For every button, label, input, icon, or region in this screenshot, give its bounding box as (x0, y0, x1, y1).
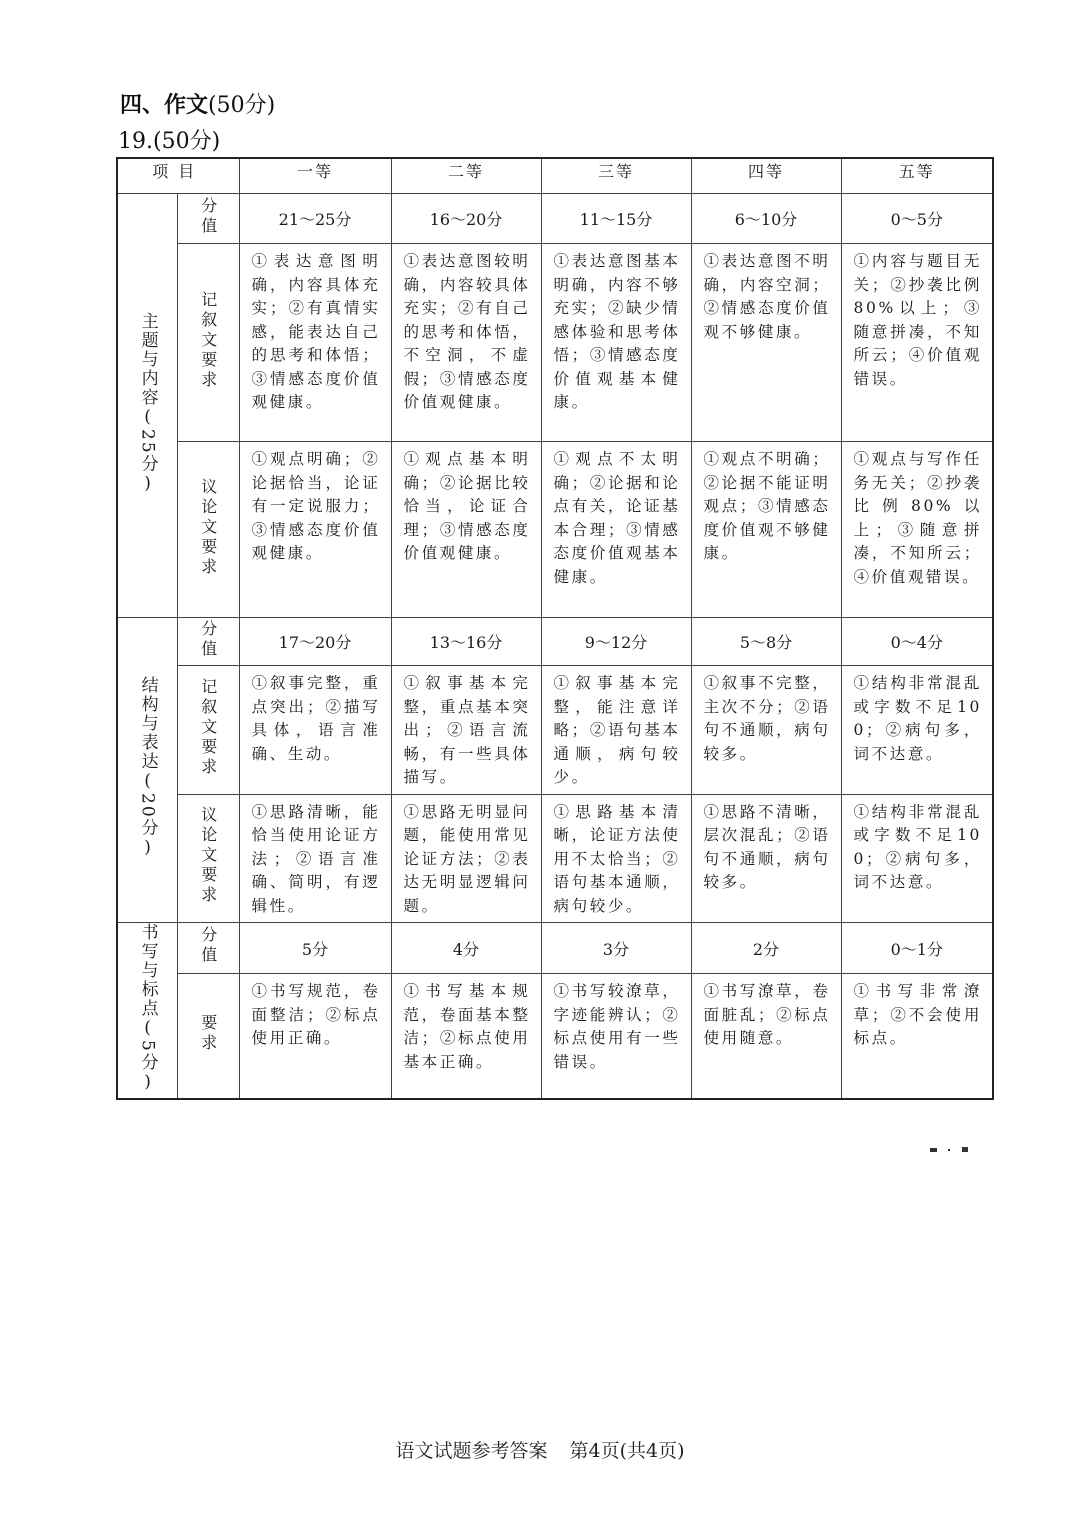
criteria-cell: ①观点基本明确；②论据比较恰当，论证合理；③情感态度价值观健康。 (391, 442, 541, 618)
criteria-cell: ①结构非常混乱或字数不足100；②病句多，词不达意。 (841, 666, 993, 795)
narrative-requirement-label: 记叙文要求 (177, 244, 239, 442)
header-item: 项目 (117, 158, 239, 194)
category-structure-expression (117, 618, 177, 923)
score-range: 9～12分 (541, 618, 691, 666)
criteria-cell: ①书写潦草，卷面脏乱；②标点使用随意。 (691, 974, 841, 1099)
footer-page-info: 第4页(共4页) (569, 1440, 685, 1462)
score-range: 0～4分 (841, 618, 993, 666)
table-header-row (117, 158, 993, 194)
score-range: 11～15分 (541, 194, 691, 244)
table-row (117, 244, 993, 442)
criteria-cell: ①叙事基本完整，能注意详略；②语句基本通顺，病句较少。 (541, 666, 691, 795)
header-grade-3: 三等 (541, 158, 691, 194)
section-title (120, 88, 275, 119)
score-range: 4分 (391, 923, 541, 974)
criteria-cell: ①书写规范，卷面整洁；②标点使用正确。 (239, 974, 391, 1099)
score-range: 2分 (691, 923, 841, 974)
criteria-cell: ①观点不太明确；②论据和论点有关，论证基本合理；③情感态度价值观基本健康。 (541, 442, 691, 618)
score-range: 17～20分 (239, 618, 391, 666)
criteria-cell: ①表达意图明确，内容具体充实；②有真情实感，能表达自己的思考和体悟；③情感态度价值观健康。 (239, 244, 391, 442)
criteria-cell: ①思路基本清晰，论证方法使用不太恰当；②语句基本通顺，病句较少。 (541, 794, 691, 923)
page-footer (0, 1436, 1080, 1463)
criteria-cell: ①表达意图不明确，内容空洞；②情感态度价值观不够健康。 (691, 244, 841, 442)
criteria-cell: ①思路无明显问题，能使用常见论证方法；②表达无明显逻辑问题。 (391, 794, 541, 923)
section-title-text: 四、作文 (120, 92, 209, 118)
header-grade-2: 二等 (391, 158, 541, 194)
score-range: 3分 (541, 923, 691, 974)
footer-doc-title: 语文试题参考答案 (395, 1440, 548, 1462)
criteria-cell: ①内容与题目无关；②抄袭比例80%以上；③随意拼凑，不知所云；④价值观错误。 (841, 244, 993, 442)
header-grade-1: 一等 (239, 158, 391, 194)
category-writing-punctuation (117, 923, 177, 1099)
argumentative-requirement-label: 议论文要求 (177, 794, 239, 923)
criteria-cell: ①思路清晰，能恰当使用论证方法；②语言准确、简明，有逻辑性。 (239, 794, 391, 923)
criteria-cell: ①观点与写作任务无关；②抄袭比例80%以上；③随意拼凑，不知所云；④价值观错误。 (841, 442, 993, 618)
criteria-cell: ①书写较潦草，字迹能辨认；②标点使用有一些错误。 (541, 974, 691, 1099)
criteria-cell: ①叙事不完整，主次不分；②语句不通顺，病句较多。 (691, 666, 841, 795)
scan-artifact (928, 1144, 978, 1154)
score-range: 0～5分 (841, 194, 993, 244)
criteria-cell: ①书写基本规范，卷面基本整洁；②标点使用基本正确。 (391, 974, 541, 1099)
criteria-cell: ①结构非常混乱或字数不足100；②病句多，词不达意。 (841, 794, 993, 923)
score-range: 0～1分 (841, 923, 993, 974)
table-row (117, 442, 993, 618)
table-row (117, 974, 993, 1099)
criteria-cell: ①观点明确；②论据恰当，论证有一定说服力；③情感态度价值观健康。 (239, 442, 391, 618)
table-row (117, 618, 993, 666)
score-label: 分值 (177, 618, 239, 666)
criteria-cell: ①观点不明确；②论据不能证明观点；③情感态度价值观不够健康。 (691, 442, 841, 618)
requirement-label: 要求 (177, 974, 239, 1099)
header-grade-4: 四等 (691, 158, 841, 194)
category-label: 主题与内容(25分) (137, 311, 158, 496)
criteria-cell: ①叙事完整，重点突出；②描写具体，语言准确、生动。 (239, 666, 391, 795)
score-range: 21～25分 (239, 194, 391, 244)
category-theme-content (117, 194, 177, 618)
category-label: 结构与表达(20分) (137, 676, 158, 860)
criteria-cell: ①思路不清晰，层次混乱；②语句不通顺，病句较多。 (691, 794, 841, 923)
criteria-cell: ①叙事基本完整，重点基本突出；②语言流畅，有一些具体描写。 (391, 666, 541, 795)
table-row (117, 923, 993, 974)
score-range: 5分 (239, 923, 391, 974)
table-row (117, 794, 993, 923)
table-row (117, 666, 993, 795)
score-range: 6～10分 (691, 194, 841, 244)
criteria-cell: ①书写非常潦草；②不会使用标点。 (841, 974, 993, 1099)
argumentative-requirement-label: 议论文要求 (177, 442, 239, 618)
score-range: 5～8分 (691, 618, 841, 666)
table-row (117, 194, 993, 244)
criteria-cell: ①表达意图基本明确，内容不够充实；②缺少情感体验和思考体悟；③情感态度价值观基本健康。 (541, 244, 691, 442)
score-range: 16～20分 (391, 194, 541, 244)
score-label: 分值 (177, 923, 239, 974)
category-label: 书写与标点(5分) (137, 923, 158, 1094)
question-title: 19.(50分) (118, 129, 221, 154)
scoring-rubric-table (116, 157, 994, 1100)
header-grade-5: 五等 (841, 158, 993, 194)
section-points: (50分) (208, 93, 276, 118)
score-label: 分值 (177, 194, 239, 244)
narrative-requirement-label: 记叙文要求 (177, 666, 239, 795)
score-range: 13～16分 (391, 618, 541, 666)
criteria-cell: ①表达意图较明确，内容较具体充实；②有自己的思考和体悟，不空洞，不虚假；③情感态度价值观健康。 (391, 244, 541, 442)
